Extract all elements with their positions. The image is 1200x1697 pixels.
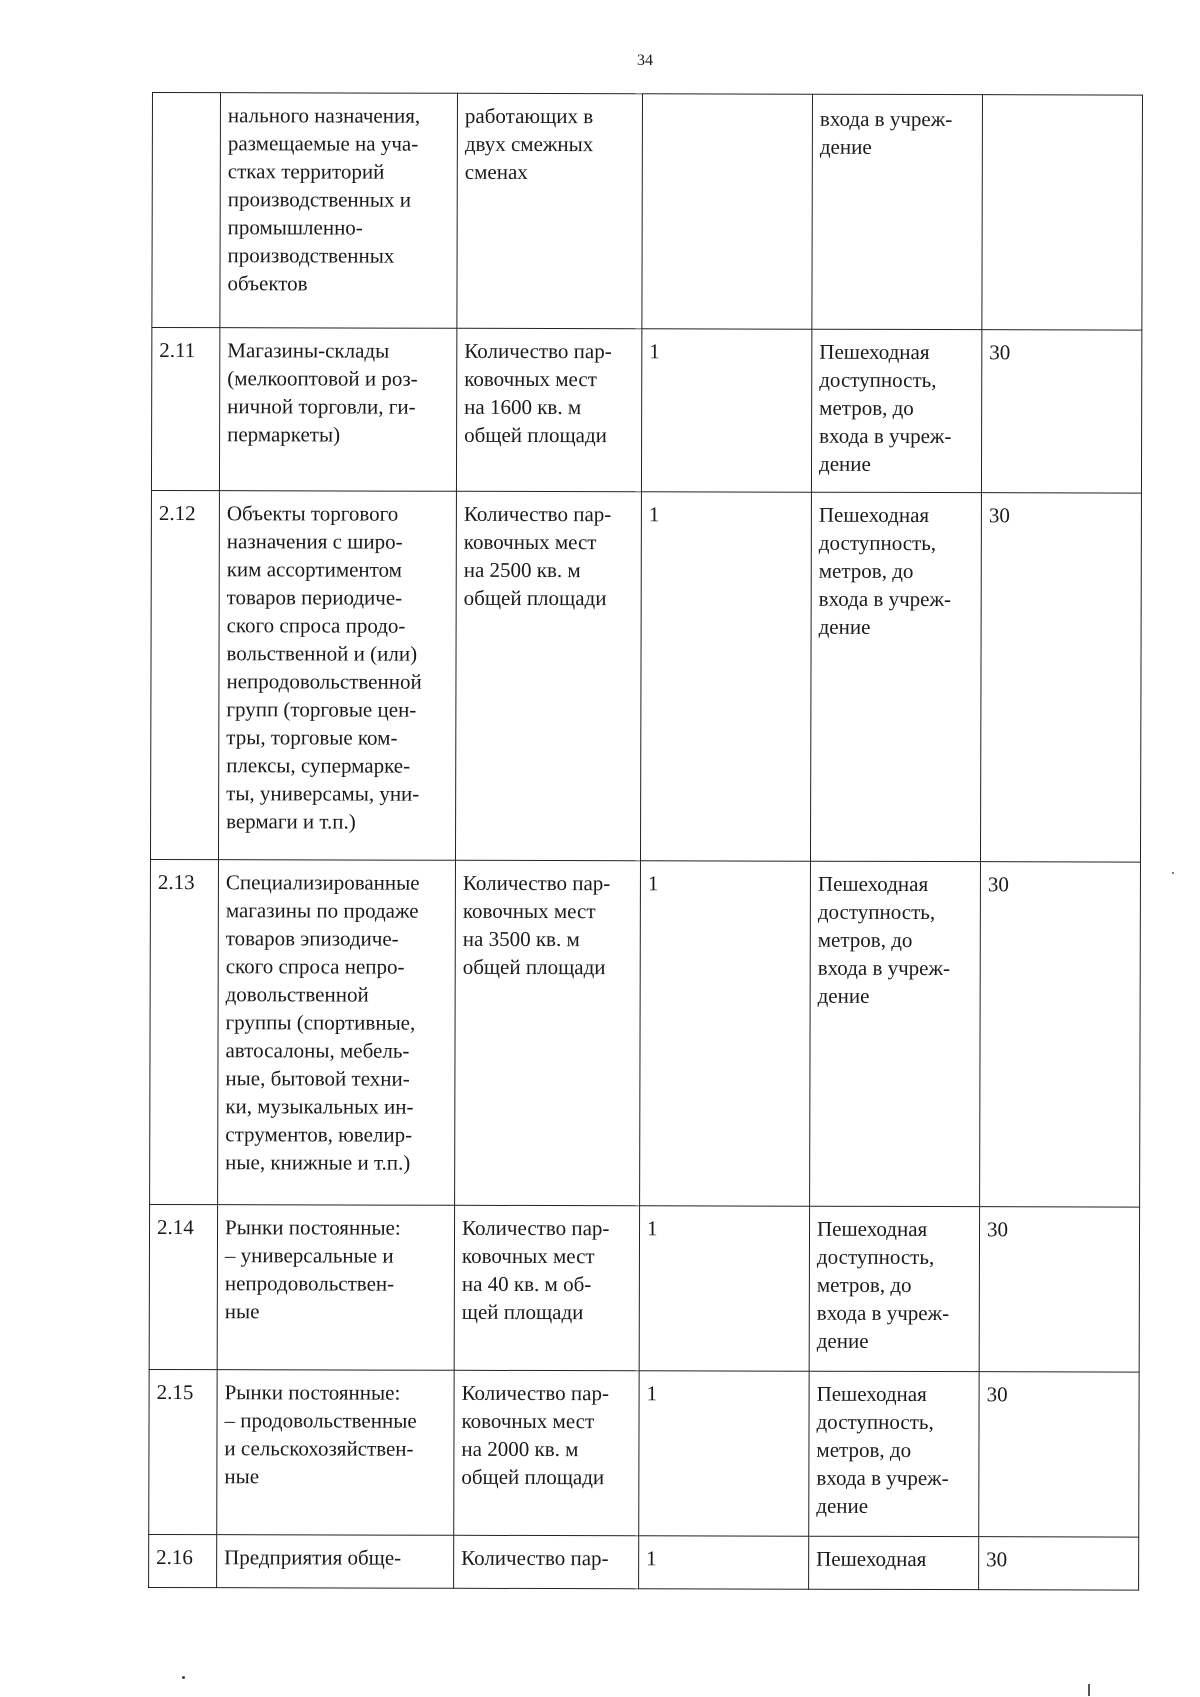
- parking-count-cell: 1: [639, 1206, 809, 1371]
- distance-value-cell: [982, 95, 1143, 330]
- accessibility-cell: Пешеходная доступность, метров, до входа в учреж- дение: [810, 861, 981, 1206]
- object-type-cell: Специализированные магазины по продаже товаров эпизодиче- ского спроса непро- довольственной группы (спортивные, автосалоны, мебель- ные, бытовой техни- ки, музыкальных ин- струментов, ювелир- ные, книжные и т.п.): [218, 860, 456, 1206]
- calculation-unit-cell: Количество пар- ковочных мест на 3500 кв. м общей площади: [455, 860, 641, 1205]
- accessibility-cell: Пешеходная доступность, метров, до входа в учреж- дение: [809, 1371, 979, 1536]
- parking-count-cell: 1: [639, 1371, 809, 1536]
- object-type-cell: Предприятия обще-: [217, 1535, 454, 1589]
- row-number-cell: 2.14: [149, 1204, 217, 1369]
- calculation-unit-cell: Количество пар- ковочных мест на 2500 кв. м общей площади: [455, 491, 641, 860]
- row-number-cell: [152, 93, 221, 328]
- calculation-unit-cell: работающих в двух смежных сменах: [457, 93, 643, 328]
- parking-norms-table: [148, 92, 1143, 1591]
- table-row: [150, 490, 1141, 862]
- distance-value-cell: 30: [979, 1372, 1139, 1537]
- scan-speck: [1172, 872, 1174, 874]
- calculation-unit-cell: Количество пар- ковочных мест на 2000 кв. м общей площади: [454, 1370, 639, 1535]
- page-number: 34: [637, 52, 653, 69]
- distance-value-cell: 30: [981, 330, 1141, 493]
- accessibility-cell: Пешеходная: [809, 1536, 979, 1589]
- row-number-cell: 2.11: [151, 328, 219, 491]
- calculation-unit-cell: Количество пар- ковочных мест на 40 кв. м об- щей площади: [454, 1205, 639, 1370]
- parking-count-cell: [642, 94, 813, 329]
- table-row: [152, 93, 1143, 331]
- parking-count-cell: 1: [639, 1536, 809, 1589]
- distance-value-cell: 30: [979, 1207, 1139, 1372]
- parking-count-cell: 1: [641, 329, 811, 492]
- row-number-cell: 2.13: [150, 859, 219, 1204]
- table-row: [149, 1204, 1139, 1372]
- object-type-cell: Магазины-склады (мелкооптовой и роз- ничной торговли, ги- пермаркеты): [219, 328, 456, 492]
- calculation-unit-cell: Количество пар-: [454, 1535, 639, 1588]
- object-type-cell: Рынки постоянные: – универсальные и непродовольствен- ные: [217, 1205, 454, 1371]
- row-number-cell: 2.16: [149, 1534, 217, 1587]
- table-row: [149, 1534, 1139, 1590]
- table-row: [149, 1369, 1139, 1537]
- object-type-cell: нального назначения, размещаемые на уча- стках территорий производственных и промышленно- производственных объектов: [220, 93, 458, 329]
- parking-count-cell: 1: [640, 861, 811, 1206]
- parking-count-cell: 1: [640, 492, 811, 861]
- distance-value-cell: 30: [980, 862, 1141, 1207]
- table-row: [151, 328, 1141, 494]
- scan-speck: [182, 1676, 185, 1679]
- scan-edge-mark: [1088, 1684, 1090, 1696]
- object-type-cell: Рынки постоянные: – продовольственные и сельскохозяйствен- ные: [217, 1370, 454, 1536]
- accessibility-cell: Пешеходная доступность, метров, до входа в учреж- дение: [810, 492, 981, 861]
- accessibility-cell: входа в учреж- дение: [812, 94, 983, 329]
- distance-value-cell: 30: [980, 493, 1141, 862]
- row-number-cell: 2.15: [149, 1369, 217, 1534]
- accessibility-cell: Пешеходная доступность, метров, до входа в учреж- дение: [809, 1206, 979, 1371]
- row-number-cell: 2.12: [150, 490, 219, 859]
- table-row: [150, 859, 1141, 1207]
- calculation-unit-cell: Количество пар- ковочных мест на 1600 кв. м общей площади: [456, 328, 641, 491]
- distance-value-cell: 30: [979, 1537, 1139, 1590]
- object-type-cell: Объекты торгового назначения с широ- ким ассортиментом товаров периодиче- ского спроса продо- вольственной и (или) непродовольственной групп (торговые цен- тры, торговые ком- плексы, супермарке- ты, универсамы, уни- вермаги и т.п.): [218, 491, 456, 861]
- accessibility-cell: Пешеходная доступность, метров, до входа в учреж- дение: [811, 329, 981, 492]
